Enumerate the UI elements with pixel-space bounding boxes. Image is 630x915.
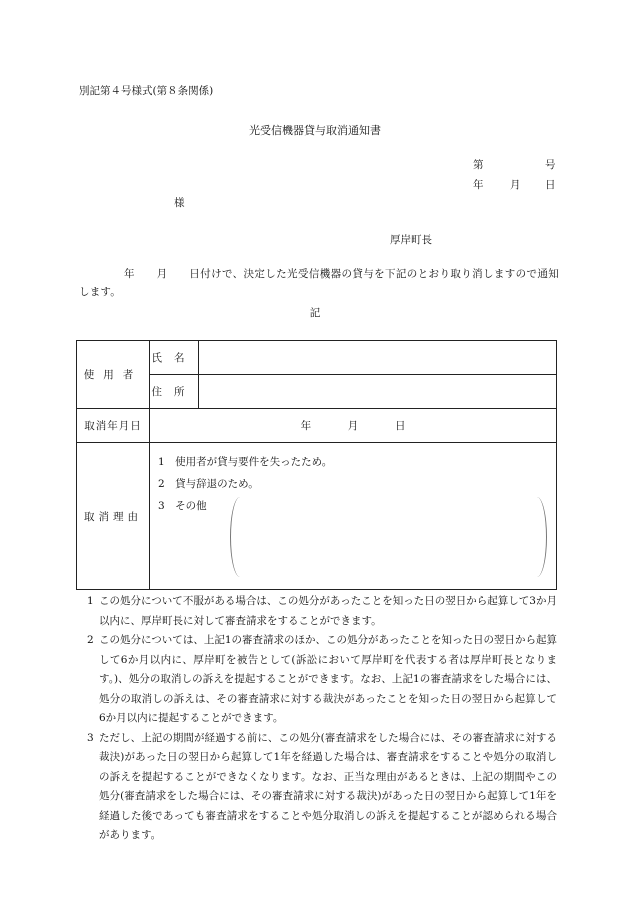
note-item bbox=[79, 592, 557, 631]
cancel-date-year: 年 bbox=[300, 420, 312, 432]
form-number: 別記第４号様式(第８条関係) bbox=[79, 85, 214, 97]
reason-item: 3 その他 bbox=[158, 500, 207, 512]
document-title: 光受信機器貸与取消通知書 bbox=[249, 124, 381, 137]
other-reason-bracket bbox=[230, 497, 547, 577]
user-label: 使用者 bbox=[77, 341, 150, 409]
cancellation-table bbox=[76, 340, 557, 590]
cancel-date-month: 月 bbox=[347, 420, 359, 432]
reason-cell bbox=[150, 443, 557, 590]
date-year: 年 bbox=[473, 179, 484, 191]
addressee-suffix: 様 bbox=[174, 197, 185, 209]
notes bbox=[79, 592, 557, 846]
note-number: 2 bbox=[87, 634, 94, 646]
cancel-date-value bbox=[150, 409, 557, 443]
reason-item: 1 使用者が貸与要件を失ったため。 bbox=[158, 456, 333, 468]
note-text: この処分について不服がある場合は、この処分があったことを知った日の翌日から起算して3か月以内に、厚岸町長に対して審査請求をすることができます。 bbox=[99, 595, 557, 627]
address-label: 住所 bbox=[150, 375, 199, 409]
cancel-date-day: 日 bbox=[394, 420, 406, 432]
note-item bbox=[79, 729, 557, 846]
reason-item: 2 貸与辞退のため。 bbox=[158, 478, 259, 490]
note-item bbox=[79, 631, 557, 729]
cancel-date-label: 取消年月日 bbox=[77, 409, 150, 443]
reason-label: 取消理由 bbox=[77, 443, 150, 590]
name-label: 氏名 bbox=[150, 341, 199, 375]
ki-heading: 記 bbox=[309, 307, 321, 319]
body-paragraph: 年 月 日付けで、決定した光受信機器の貸与を下記のとおり取り消しますので通知します。 bbox=[79, 268, 559, 298]
note-text: ただし、上記の期間が経過する前に、この処分(審査請求をした場合には、その審査請求に対する裁決)があった日の翌日から起算して1年を経過した場合は、審査請求をすることや処分の取消しの訴えを提起することができなくなります。なお、正当な理由があるときは、上記の期間やこの処分(審査請求をした場合には、その審査請求に対する裁決)があった日の翌日から起算して1年を経過した後であっても審査請求をすることや処分取消しの訴えを提起することが認められる場合があります。 bbox=[99, 731, 557, 841]
issuer: 厚岸町長 bbox=[390, 234, 432, 246]
date-month: 月 bbox=[510, 179, 521, 191]
number-prefix: 第 bbox=[473, 159, 484, 171]
address-value bbox=[199, 375, 557, 409]
name-value bbox=[199, 341, 557, 375]
note-number: 3 bbox=[87, 731, 94, 744]
note-number: 1 bbox=[87, 595, 94, 607]
date-day: 日 bbox=[545, 179, 556, 191]
number-suffix: 号 bbox=[545, 159, 556, 171]
note-text: この処分については、上記1の審査請求のほか、この処分があったことを知った日の翌日から起算して6か月以内に、厚岸町を被告として(訴訟において厚岸町を代表する者は厚岸町長となります。)、処分の取消しの訴えを提起することができます。なお、上記1の審査請求をした場合には、処分の取消しの訴えは、その審査請求に対する裁決があったことを知った日の翌日から起算して6か月以内に提起することができます。 bbox=[99, 634, 557, 724]
